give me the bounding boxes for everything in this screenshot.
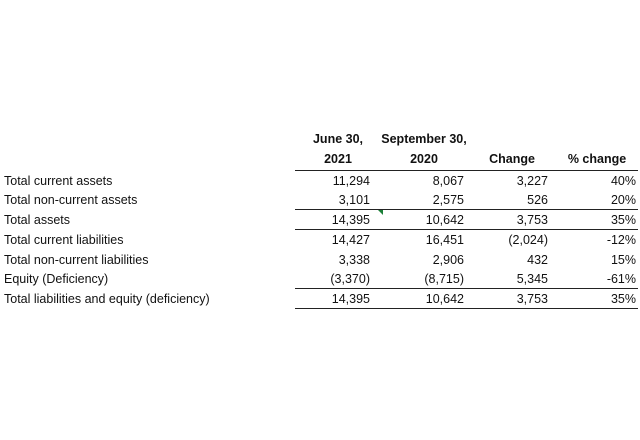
header-percent-change (560, 151, 634, 167)
header-june-2021 (300, 131, 376, 167)
cell-total-liabilities-equity-pct: 35% (610, 292, 636, 306)
header-september-2020-line2: 2020 (410, 152, 438, 166)
cell-total-non-current-liabilities-change: 432 (527, 253, 548, 267)
cell-total-assets-2020: 10,642 (425, 213, 464, 227)
row-label-total-non-current-assets: Total non-current assets (4, 193, 138, 207)
cell-total-non-current-assets-pct: 20% (610, 193, 636, 207)
cell-total-current-assets-2020: 8,067 (432, 174, 464, 188)
table-bottom-rule (295, 308, 638, 309)
row-label-total-current-liabilities: Total current liabilities (4, 233, 124, 247)
cell-total-current-assets-2021: 11,294 (332, 174, 370, 188)
header-change-label: Change (489, 152, 535, 166)
cell-total-non-current-assets-2021: 3,101 (338, 193, 370, 207)
cell-total-assets-pct: 35% (610, 213, 636, 227)
header-underline (295, 170, 638, 171)
cell-total-non-current-liabilities-2020: 2,906 (432, 253, 464, 267)
cell-total-non-current-assets-2020: 2,575 (432, 193, 464, 207)
cell-total-non-current-assets-change: 526 (527, 193, 548, 207)
row-label-total-assets: Total assets (4, 213, 71, 227)
header-september-2020 (376, 131, 472, 167)
row-label-total-current-assets: Total current assets (4, 174, 113, 188)
cell-total-current-liabilities-2020: 16,451 (425, 233, 464, 247)
header-percent-change-label: % change (567, 152, 627, 166)
cell-total-liabilities-equity-change: 3,753 (516, 292, 548, 306)
cell-total-assets-2021: 14,395 (331, 213, 370, 227)
total-assets-overline (295, 209, 638, 210)
cell-equity-deficiency-2020: (8,715) (424, 272, 464, 286)
total-assets-underline (295, 229, 638, 230)
row-label-total-liabilities-equity: Total liabilities and equity (deficiency) (4, 292, 210, 306)
cell-equity-deficiency-2021: (3,370) (330, 272, 370, 286)
cell-total-current-liabilities-2021: 14,427 (331, 233, 370, 247)
cell-total-current-assets-change: 3,227 (516, 174, 548, 188)
cell-total-liabilities-equity-2021: 14,395 (331, 292, 370, 306)
cell-total-non-current-liabilities-pct: 15% (610, 253, 636, 267)
header-change (482, 151, 542, 167)
header-june-2021-line2: 2021 (324, 152, 352, 166)
row-label-total-non-current-liabilities: Total non-current liabilities (4, 253, 149, 267)
row-label-equity-deficiency: Equity (Deficiency) (4, 272, 109, 286)
cell-equity-deficiency-pct: -61% (606, 272, 636, 286)
header-september-2020-line1: September 30, (381, 132, 467, 146)
cell-total-current-liabilities-pct: -12% (606, 233, 636, 247)
header-june-2021-line1: June 30, (312, 132, 364, 146)
cell-total-assets-change: 3,753 (516, 213, 548, 227)
cell-total-non-current-liabilities-2021: 3,338 (338, 253, 370, 267)
total-liabilities-equity-overline (295, 288, 638, 289)
cell-total-current-assets-pct: 40% (610, 174, 636, 188)
cell-equity-deficiency-change: 5,345 (516, 272, 548, 286)
cell-total-liabilities-equity-2020: 10,642 (425, 292, 464, 306)
cell-total-current-liabilities-change: (2,024) (508, 233, 548, 247)
